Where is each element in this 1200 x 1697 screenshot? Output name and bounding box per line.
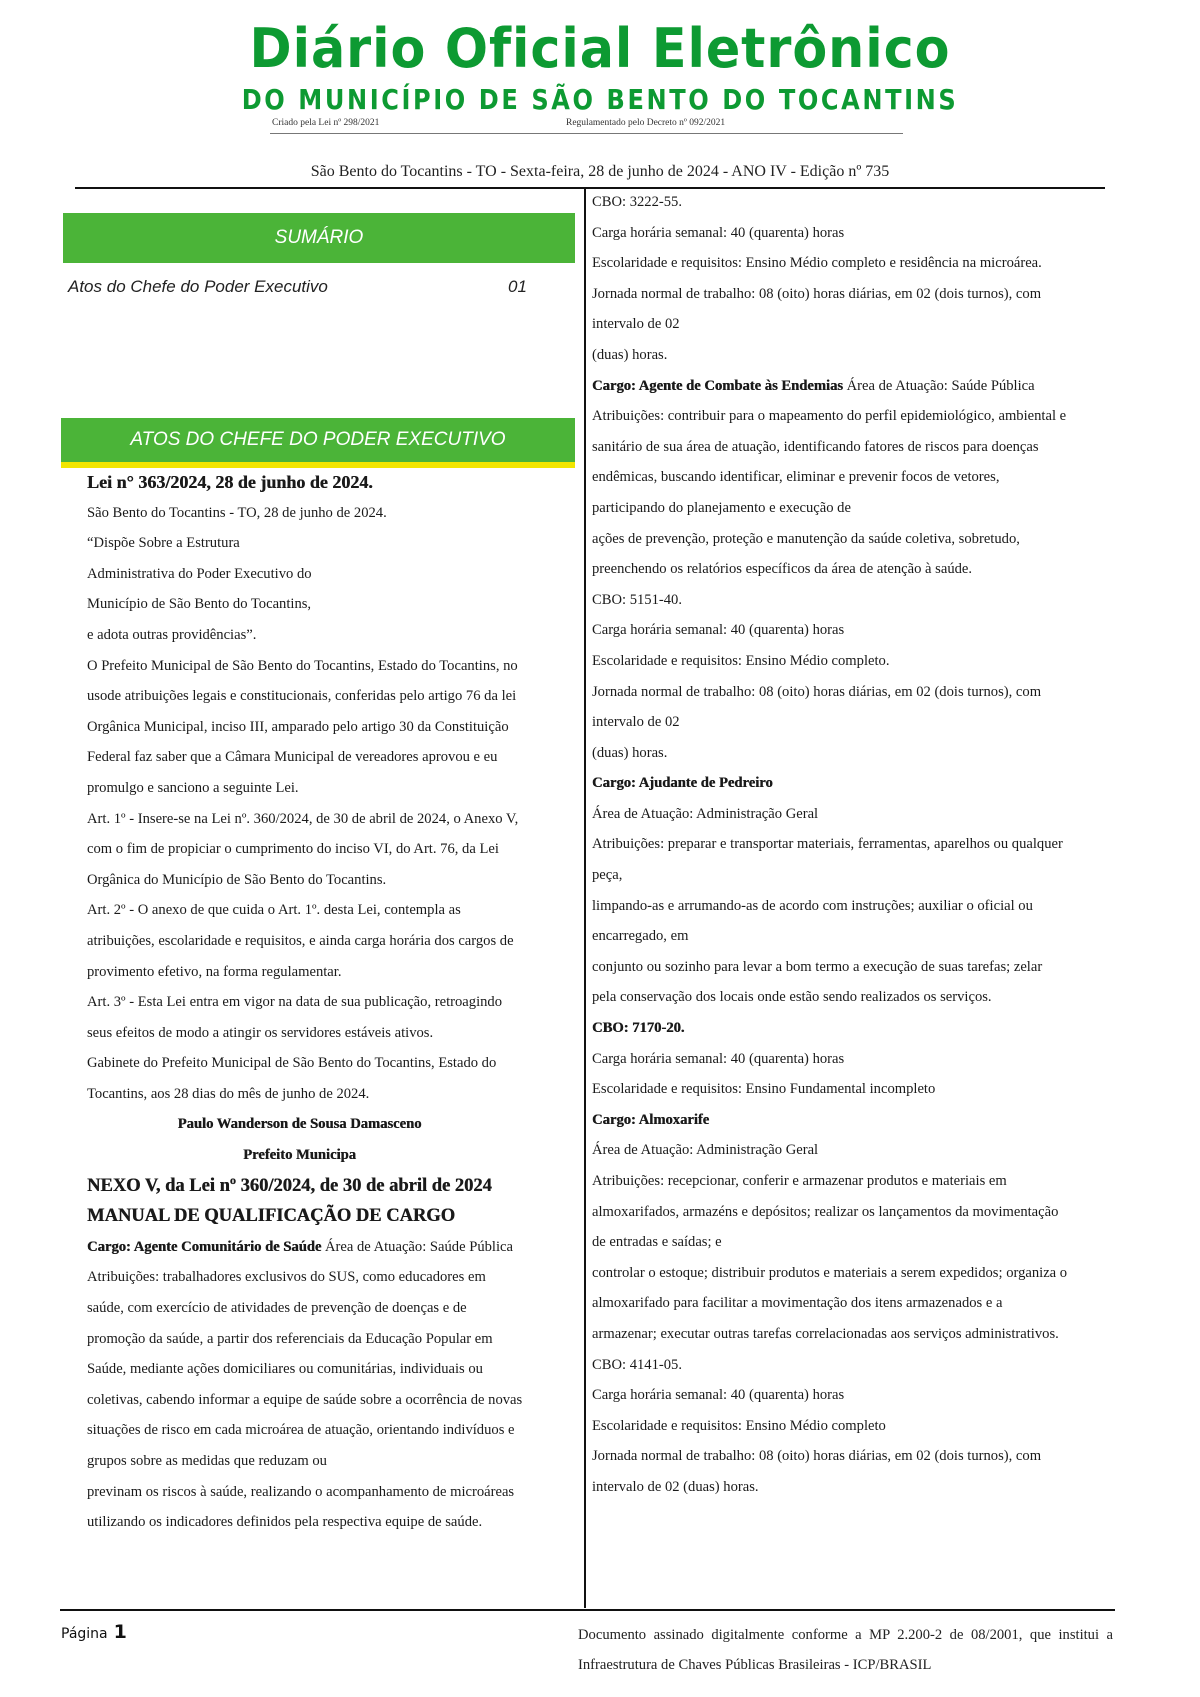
- footer-rule: [60, 1609, 1115, 1611]
- cargo-text-line: Área de Atuação: Administração Geral: [592, 1142, 819, 1159]
- gabinete-line: Tocantins, aos 28 dias do mês de junho de 2024.: [87, 1085, 370, 1102]
- cargo-text-line: Atribuições: recepcionar, conferir e armazenar produtos e materiais em: [592, 1173, 1007, 1189]
- cargo-area: Área de Atuação: Saúde Pública: [842, 377, 1035, 394]
- cargo-text-line: participando do planejamento e execução de: [592, 499, 851, 516]
- annex-title: NEXO V, da Lei nº 360/2024, de 30 de abril de 2024: [87, 1175, 492, 1196]
- cargo-text-line: Carga horária semanal: 40 (quarenta) horas: [592, 1387, 845, 1404]
- cargo-text-line: saúde, com exercício de atividades de prevenção de doenças e de: [87, 1300, 467, 1317]
- column-divider: [584, 188, 586, 1608]
- edition-dateline: São Bento do Tocantins - TO - Sexta-feira, 28 de junho de 2024 - ANO IV - Edição nº 735: [310, 163, 890, 180]
- cargo-text-line: Carga horária semanal: 40 (quarenta) horas: [592, 622, 845, 639]
- section-title: ATOS DO CHEFE DO PODER EXECUTIVO: [130, 429, 506, 450]
- preamble-line: Orgânica Municipal, inciso III, amparado pelo artigo 30 da Constituição: [87, 718, 509, 735]
- preamble-line: usode atribuições legais e constitucionais, conferidas pelo artigo 76 da lei: [87, 688, 517, 705]
- cargo-heading: [87, 1232, 522, 1263]
- cargo-text-line: pela conservação dos locais onde estão sendo realizados os serviços.: [592, 989, 992, 1006]
- cargo-text-line: grupos sobre as medidas que reduzam ou: [87, 1453, 327, 1469]
- toc-entry-label[interactable]: Atos do Chefe do Poder Executivo: [68, 277, 328, 296]
- cargo-text-line: (duas) horas.: [592, 744, 668, 761]
- cargo-text-line: peça,: [592, 867, 623, 884]
- cargo-text-line: controlar o estoque; distribuir produtos e materiais a serem expedidos; organiza o: [592, 1264, 1068, 1281]
- cargo-text-line: Jornada normal de trabalho: 08 (oito) horas diárias, em 02 (dois turnos), com: [592, 1448, 1042, 1465]
- cargo-label: Cargo: Agente de Combate às Endemias: [592, 377, 843, 394]
- cargo-text-line: sanitário de sua área de atuação, identificando fatores de riscos para doenças: [592, 438, 1039, 455]
- manual-title: MANUAL DE QUALIFICAÇÃO DE CARGO: [87, 1206, 455, 1227]
- ementa-line: Município de São Bento do Tocantins,: [87, 596, 312, 613]
- cargo-text-line: Carga horária semanal: 40 (quarenta) horas: [592, 224, 845, 241]
- cargo-text-line: Escolaridade e requisitos: Ensino Fundamental incompleto: [592, 1081, 936, 1098]
- ementa-line: Administrativa do Poder Executivo do: [87, 565, 312, 582]
- masthead-subtitle: DO MUNICÍPIO DE SÃO BENTO DO TOCANTINS: [241, 83, 959, 116]
- cargo-text-line: intervalo de 02: [592, 714, 680, 731]
- cargo-text-line: limpando-as e arrumando-as de acordo com instruções; auxiliar o oficial ou: [592, 897, 1033, 914]
- article-1-line: Orgânica do Município de São Bento do Tocantins.: [87, 871, 387, 888]
- cargo-text-line: intervalo de 02: [592, 316, 680, 333]
- cargo-text-line: CBO: 5151-40.: [592, 591, 682, 608]
- cargo-text-line: endêmicas, buscando identificar, eliminar e prevenir focos de vetores,: [592, 469, 1000, 486]
- left-column: [87, 467, 522, 1538]
- cargo-label: Cargo: Agente Comunitário de Saúde: [87, 1238, 322, 1255]
- masthead-regulated-by: Regulamentado pelo Decreto nº 092/2021: [566, 118, 726, 128]
- article-2-line: atribuições, escolaridade e requisitos, e ainda carga horária dos cargos de: [87, 932, 514, 949]
- article-3-line: Art. 3º - Esta Lei entra em vigor na data de sua publicação, retroagindo: [87, 994, 503, 1011]
- cargo-text-line: Atribuições: contribuir para o mapeamento do perfil epidemiológico, ambiental e: [592, 408, 1067, 425]
- cargo-label: Cargo: Ajudante de Pedreiro: [592, 775, 773, 792]
- cargo-text-line: previnam os riscos à saúde, realizando o acompanhamento de microáreas: [87, 1483, 515, 1500]
- cargo-text-line: preenchendo os relatórios específicos da área de atenção à saúde.: [592, 561, 973, 578]
- cargo-text-line: de entradas e saídas; e: [592, 1234, 722, 1251]
- cargo-text-line: encarregado, em: [592, 928, 689, 945]
- sumario-title: SUMÁRIO: [274, 227, 364, 248]
- cargo-text-line: armazenar; executar outras tarefas correlacionadas aos serviços administrativos.: [592, 1325, 1059, 1342]
- preamble-line: Federal faz saber que a Câmara Municipal de vereadores aprovou e eu: [87, 749, 498, 766]
- place-date: São Bento do Tocantins - TO, 28 de junho de 2024.: [87, 504, 387, 521]
- cargo-text-line: Carga horária semanal: 40 (quarenta) horas: [592, 1050, 845, 1067]
- article-3-line: seus efeitos de modo a atingir os servidores estáveis ativos.: [87, 1024, 434, 1041]
- page-number: 1: [113, 1621, 127, 1643]
- cargo-text-line: coletivas, cabendo informar a equipe de saúde sobre a ocorrência de novas: [87, 1391, 523, 1408]
- cargo-cbo: CBO: 7170-20.: [592, 1020, 685, 1037]
- cargo-heading: [592, 371, 1067, 402]
- cargo-text-line: almoxarifados, armazéns e depósitos; realizar os lançamentos da movimentação: [592, 1203, 1059, 1220]
- cargo-text-line: Atribuições: trabalhadores exclusivos do SUS, como educadores em: [87, 1269, 486, 1286]
- preamble-line: promulgo e sanciono a seguinte Lei.: [87, 779, 299, 796]
- cargo-text-line: CBO: 4141-05.: [592, 1356, 682, 1373]
- cargo-text-line: ações de prevenção, proteção e manutenção da saúde coletiva, sobretudo,: [592, 530, 1020, 547]
- page-label: Página: [61, 1626, 108, 1642]
- section-banner: [61, 418, 575, 468]
- article-1-line: Art. 1º - Insere-se na Lei nº. 360/2024, de 30 de abril de 2024, o Anexo V,: [87, 810, 519, 827]
- cargo-text-line: Jornada normal de trabalho: 08 (oito) horas diárias, em 02 (dois turnos), com: [592, 285, 1042, 302]
- toc-entry-page: 01: [508, 277, 527, 296]
- signer-role: Prefeito Municipa: [243, 1147, 356, 1164]
- cargo-text-line: utilizando os indicadores definidos pela respectiva equipe de saúde.: [87, 1514, 483, 1531]
- cargo-text-line: Escolaridade e requisitos: Ensino Médio completo.: [592, 652, 890, 669]
- page-number-footer: [61, 1621, 127, 1643]
- article-2-line: provimento efetivo, na forma regulamentar.: [87, 963, 342, 980]
- cargo-text-line: Atribuições: preparar e transportar materiais, ferramentas, aparelhos ou qualquer: [592, 836, 1063, 853]
- cargo-text-line: CBO: 3222-55.: [592, 194, 682, 210]
- cargo-area: Área de Atuação: Saúde Pública: [321, 1238, 513, 1255]
- gabinete-line: Gabinete do Prefeito Municipal de São Bento do Tocantins, Estado do: [87, 1055, 497, 1072]
- cargo-text-line: (duas) horas.: [592, 346, 668, 363]
- cargo-text-line: Saúde, mediante ações domiciliares ou comunitárias, individuais ou: [87, 1361, 483, 1378]
- cargo-text-line: conjunto ou sozinho para levar a bom termo a execução de suas tarefas; zelar: [592, 958, 1043, 975]
- cargo-text-line: Jornada normal de trabalho: 08 (oito) horas diárias, em 02 (dois turnos), com: [592, 683, 1042, 700]
- cargo-text-line: Escolaridade e requisitos: Ensino Médio completo: [592, 1417, 886, 1434]
- ementa-line: e adota outras providências”.: [87, 626, 257, 643]
- right-column: [592, 187, 1067, 1503]
- law-title: Lei n° 363/2024, 28 de junho de 2024.: [87, 472, 373, 492]
- article-1-line: com o fim de propiciar o cumprimento do inciso VI, do Art. 76, da Lei: [87, 841, 499, 858]
- cargo-text-line: Escolaridade e requisitos: Ensino Médio completo e residência na microárea.: [592, 255, 1042, 272]
- cargo-text-line: almoxarifado para facilitar a movimentação dos itens armazenados e a: [592, 1295, 1003, 1312]
- cargo-text-line: intervalo de 02 (duas) horas.: [592, 1478, 759, 1495]
- cargo-label: Cargo: Almoxarife: [592, 1111, 710, 1128]
- article-2-line: Art. 2º - O anexo de que cuida o Art. 1º. desta Lei, contempla as: [87, 902, 461, 919]
- cargo-text-line: situações de risco em cada microárea de atuação, orientando indivíduos e: [87, 1422, 515, 1439]
- ementa-line: “Dispõe Sobre a Estrutura: [87, 535, 240, 552]
- cargo-text-line: Área de Atuação: Administração Geral: [592, 805, 819, 822]
- masthead-created-by: Criado pela Lei nº 298/2021: [272, 118, 380, 128]
- signer-name: Paulo Wanderson de Sousa Damasceno: [177, 1116, 422, 1133]
- digital-signature-note: Documento assinado digitalmente conforme a MP 2.200-2 de 08/2001, que institui a Infraestrutura de Chaves Públicas Brasileiras - ICP/BRASIL: [578, 1627, 1113, 1673]
- masthead-title: Diário Oficial Eletrônico: [249, 17, 951, 80]
- sumario-banner: [63, 213, 575, 263]
- masthead-divider: [270, 133, 903, 134]
- preamble-line: O Prefeito Municipal de São Bento do Tocantins, Estado do Tocantins, no: [87, 657, 518, 674]
- cargo-text-line: promoção da saúde, a partir dos referenciais da Educação Popular em: [87, 1330, 493, 1347]
